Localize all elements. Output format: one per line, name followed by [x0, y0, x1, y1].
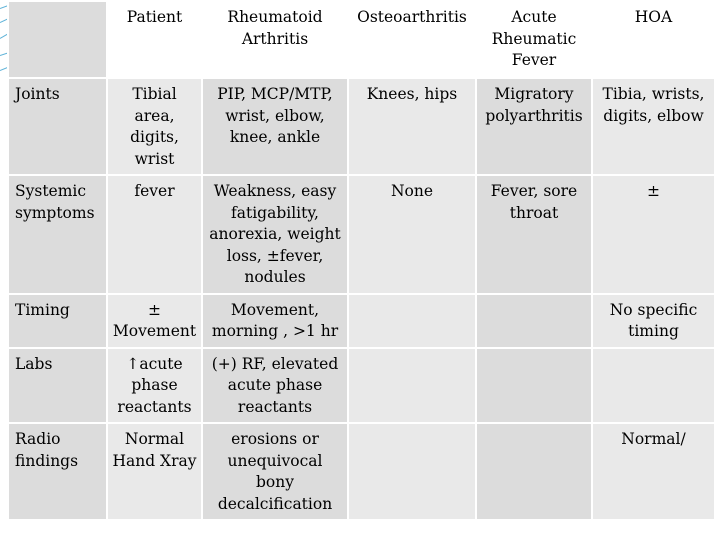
row-label-labs: Labs: [8, 348, 107, 424]
table-cell: erosions or unequivocal bony decalcification: [202, 423, 348, 520]
header-acute-rheumatic-fever: Acute Rheumatic Fever: [476, 1, 592, 78]
header-cell-empty: [8, 1, 107, 78]
table-row: [8, 78, 715, 175]
header-patient: Patient: [107, 1, 202, 78]
table-cell: ↑acute phase reactants: [107, 348, 202, 424]
table-cell: ±: [592, 175, 715, 294]
row-label-timing: Timing: [8, 294, 107, 348]
table-cell: No specific timing: [592, 294, 715, 348]
table-cell: Movement, morning , >1 hr: [202, 294, 348, 348]
row-label-systemic-symptoms: Systemic symptoms: [8, 175, 107, 294]
table-cell: Normal Hand Xray: [107, 423, 202, 520]
table-cell: [348, 423, 476, 520]
header-osteoarthritis: Osteoarthritis: [348, 1, 476, 78]
table-cell: [476, 423, 592, 520]
table-row: [8, 423, 715, 520]
header-hoa: HOA: [592, 1, 715, 78]
table-cell: [592, 348, 715, 424]
table-cell: Tibia, wrists, digits, elbow: [592, 78, 715, 175]
table-cell: [476, 294, 592, 348]
comparison-table: [7, 0, 716, 521]
header-rheumatoid-arthritis: Rheumatoid Arthritis: [202, 1, 348, 78]
table-cell: fever: [107, 175, 202, 294]
table-cell: Migratory polyarthritis: [476, 78, 592, 175]
table-row: [8, 175, 715, 294]
row-label-joints: Joints: [8, 78, 107, 175]
table-cell: ± Movement: [107, 294, 202, 348]
header-row: [8, 1, 715, 78]
table-cell: Knees, hips: [348, 78, 476, 175]
table-cell: (+) RF, elevated acute phase reactants: [202, 348, 348, 424]
table-cell: [476, 348, 592, 424]
row-label-radio-findings: Radio findings: [8, 423, 107, 520]
table-cell: Fever, sore throat: [476, 175, 592, 294]
table-row: [8, 294, 715, 348]
table-cell: Weakness, easy fatigability, anorexia, weight loss, ±fever, nodules: [202, 175, 348, 294]
table-cell: None: [348, 175, 476, 294]
table-row: [8, 348, 715, 424]
table-cell: [348, 294, 476, 348]
table-cell: [348, 348, 476, 424]
table-cell: PIP, MCP/MTP, wrist, elbow, knee, ankle: [202, 78, 348, 175]
table-cell: Tibial area, digits, wrist: [107, 78, 202, 175]
table-cell: Normal/: [592, 423, 715, 520]
